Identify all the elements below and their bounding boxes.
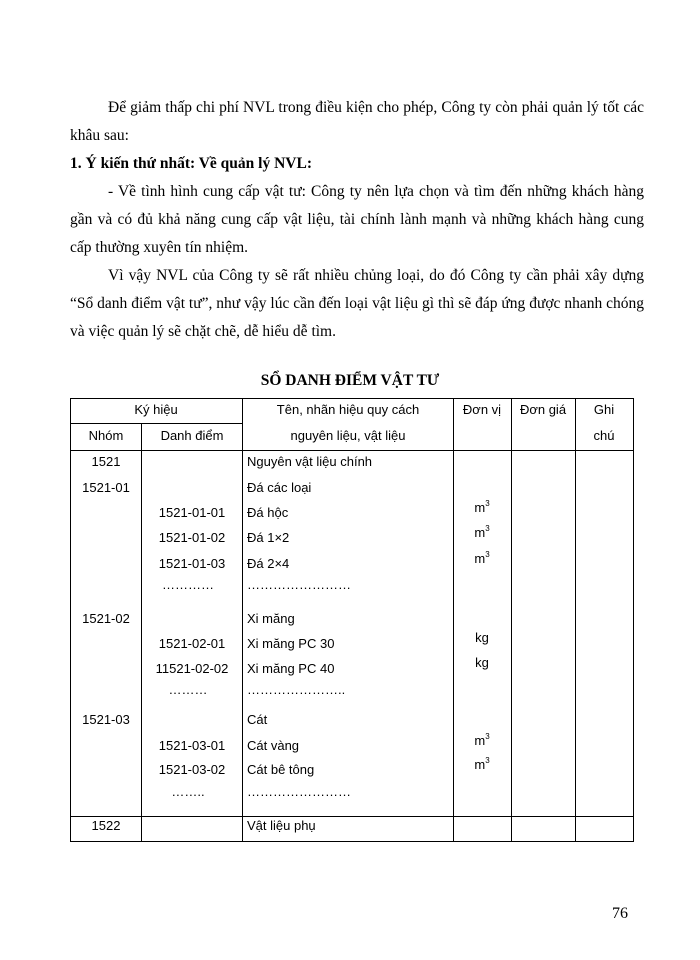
catalog-paragraph: Vì vậy NVL của Công ty sẽ rất nhiều chủng loại, do đó Công ty cần phải xây dựng “Sổ danh điểm vật tư”, như vậy lúc cần đến loại vật liệu gì thì sẽ đáp ứng được nhanh chóng và việc quản lý sẽ chặt chẽ, dễ hiểu dễ tìm.	[70, 267, 644, 340]
cell-name: Nguyên vật liệu chính	[247, 454, 373, 469]
cell-code: 1521-03-01	[158, 738, 226, 753]
cell-group: 1521-02	[82, 611, 130, 626]
cell-name: ……………………	[247, 784, 351, 799]
cell-name: Đá các loại	[247, 480, 312, 495]
supply-paragraph: - Về tình hình cung cấp vật tư: Công ty nên lựa chọn và tìm đến những khách hàng gần và có đủ khả năng cung cấp vật liệu, tài chính lành mạnh và những khách hàng cung cấp thường xuyên tín nhiệm.	[70, 183, 644, 256]
header-group: Nhóm	[88, 428, 124, 443]
header-symbol: Ký hiệu	[134, 402, 178, 417]
cell-name: Cát	[247, 712, 268, 727]
table-title: SỔ DANH ĐIỂM VẬT TƯ	[260, 372, 440, 389]
header-note-line2: chú	[593, 428, 615, 443]
cell-unit: $m^3$	[474, 732, 490, 748]
materials-catalog-table	[70, 398, 634, 842]
cell-unit: kg	[475, 655, 489, 670]
cell-code: ……..	[171, 784, 205, 799]
cell-code: …………	[162, 577, 214, 592]
cell-group: 1521	[91, 454, 121, 469]
intro-paragraph: Để giảm thấp chi phí NVL trong điều kiện cho phép, Công ty còn phải quản lý tốt các khâu sau:	[70, 99, 644, 144]
cell-name: …………………..	[247, 682, 346, 697]
cell-code: ………	[168, 682, 208, 697]
cell-unit: $m^3$	[474, 499, 490, 515]
cell-code: 1521-01-02	[158, 530, 226, 545]
cell-code: 11521-02-02	[155, 661, 229, 676]
header-name-line1: Tên, nhãn hiệu quy cách	[276, 402, 420, 417]
header-note-line1: Ghi	[593, 402, 615, 417]
cell-code: 1521-01-03	[158, 556, 226, 571]
cell-name: Đá hộc	[247, 505, 289, 520]
cell-group: 1521-03	[82, 712, 130, 727]
cell-name: Cát vàng	[247, 738, 300, 753]
cell-name: Đá 1×2	[247, 530, 290, 545]
cell-unit: $m^3$	[474, 756, 490, 772]
cell-unit: $m^3$	[474, 524, 490, 540]
cell-group: 1521-01	[82, 480, 130, 495]
cell-code: 1521-01-01	[158, 505, 226, 520]
header-price: Đơn giá	[519, 402, 567, 417]
cell-group: 1522	[91, 818, 121, 833]
cell-name: Xi măng PC 40	[247, 661, 335, 676]
cell-code: 1521-03-02	[158, 762, 226, 777]
cell-code: 1521-02-01	[158, 636, 226, 651]
cell-unit: $m^3$	[474, 550, 490, 566]
cell-unit: kg	[475, 630, 489, 645]
header-unit: Đơn vị	[462, 402, 502, 417]
cell-name: ……………………	[247, 577, 351, 592]
cell-name: Đá 2×4	[247, 556, 290, 571]
header-name-line2: nguyên liệu, vật liệu	[290, 428, 406, 443]
cell-name: Vật liệu phụ	[247, 818, 316, 833]
cell-name: Xi măng	[247, 611, 295, 626]
section-heading: 1. Ý kiến thứ nhất: Về quản lý NVL:	[70, 155, 312, 172]
header-code: Danh điểm	[160, 428, 224, 443]
page-number: 76	[612, 905, 628, 922]
cell-name: Xi măng PC 30	[247, 636, 335, 651]
cell-name: Cát bê tông	[247, 762, 315, 777]
